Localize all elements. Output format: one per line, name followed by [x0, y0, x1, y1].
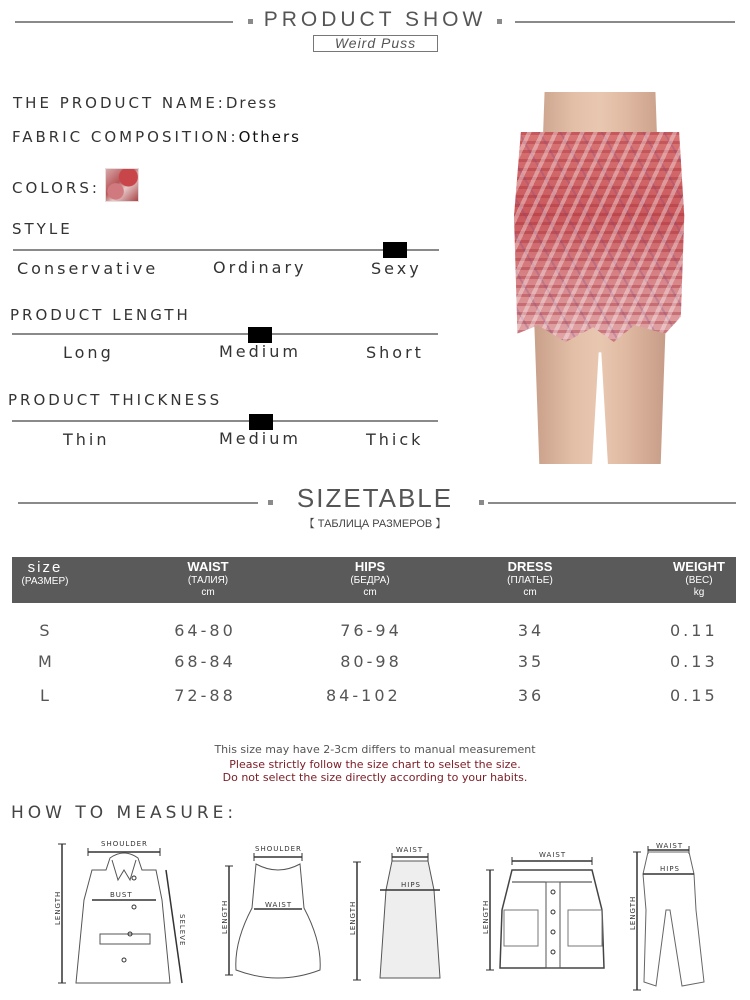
cell-size: M — [38, 652, 55, 671]
sizetable-title: SIZETABLE — [296, 483, 454, 513]
svg-text:LENGTH: LENGTH — [629, 895, 637, 930]
length-scale-track — [12, 333, 438, 335]
col-size: size (РАЗМЕР) — [21, 559, 69, 587]
table-row — [0, 621, 750, 643]
sizetable-subtitle: 【 ТАБЛИЦА РАЗМЕРОВ 】 — [303, 518, 447, 530]
size-table-header — [12, 557, 736, 603]
cell-dress: 34 — [517, 621, 545, 640]
dress-diagram-icon — [221, 845, 320, 978]
fabric-composition — [12, 128, 301, 146]
svg-text:HIPS: HIPS — [660, 865, 680, 873]
cell-hips: 80-98 — [340, 652, 402, 671]
svg-text:BUST: BUST — [110, 891, 133, 899]
brand-label: Weird Puss — [313, 35, 438, 52]
style-scale-track — [13, 249, 439, 251]
tassel-mini-skirt — [514, 132, 686, 342]
thickness-option-thick: Thick — [366, 430, 424, 449]
color-swatch[interactable] — [105, 168, 139, 202]
measure-diagrams — [0, 830, 750, 1000]
svg-text:WAIST: WAIST — [396, 846, 424, 854]
header-rule-right — [515, 21, 735, 23]
cell-waist: 68-84 — [174, 652, 236, 671]
cell-waist: 64-80 — [174, 621, 236, 640]
col-hips: HIPS (БЕДРА) cm — [350, 559, 390, 598]
svg-text:WAIST: WAIST — [656, 842, 684, 850]
product-name-label: THE PRODUCT NAME: — [13, 94, 226, 112]
cell-weight: 0.15 — [670, 686, 718, 705]
length-scale-marker — [248, 327, 272, 343]
col-dress: DRESS (ПЛАТЬЕ) cm — [507, 559, 553, 598]
page-title: PRODUCT SHOW — [263, 8, 487, 31]
col-waist: WAIST (ТАЛИЯ) cm — [187, 559, 229, 598]
scale-title-thickness: PRODUCT THICKNESS — [8, 391, 223, 409]
style-option-conservative: Conservative — [17, 259, 159, 278]
product-photo — [512, 92, 688, 464]
style-option-sexy: Sexy — [371, 259, 422, 278]
cell-weight: 0.11 — [670, 621, 718, 640]
sizetable-rule-right — [488, 502, 736, 504]
pencil-skirt-diagram-icon — [349, 846, 440, 980]
cell-size: L — [40, 686, 52, 705]
header-dot-right — [497, 19, 502, 24]
col-weight: WEIGHT (ВЕС) kg — [673, 559, 725, 598]
table-row — [0, 652, 750, 674]
mini-skirt-diagram-icon — [482, 851, 604, 970]
size-warning-2: Do not select the size directly according to your habits. — [222, 771, 528, 784]
svg-text:SHOULDER: SHOULDER — [255, 845, 302, 853]
thickness-scale-marker — [249, 414, 273, 430]
style-option-ordinary: Ordinary — [213, 258, 307, 277]
thickness-option-thin: Thin — [63, 430, 110, 449]
fabric-label: FABRIC COMPOSITION: — [12, 128, 239, 146]
fabric-value: Others — [238, 128, 301, 146]
svg-text:SELEVE: SELEVE — [178, 914, 186, 947]
cell-hips: 84-102 — [326, 686, 401, 705]
colors-label: COLORS: — [12, 179, 100, 197]
svg-text:LENGTH: LENGTH — [482, 899, 490, 934]
scale-title-length: PRODUCT LENGTH — [10, 306, 191, 324]
flared-pants-diagram-icon — [629, 842, 704, 990]
length-option-short: Short — [366, 343, 424, 362]
product-name-value: Dress — [225, 94, 279, 112]
cell-dress: 36 — [517, 686, 545, 705]
product-name — [13, 94, 278, 112]
svg-text:LENGTH: LENGTH — [221, 899, 229, 934]
thickness-option-medium: Medium — [219, 429, 301, 448]
table-row — [0, 686, 750, 708]
svg-text:WAIST: WAIST — [265, 901, 293, 909]
cell-waist: 72-88 — [174, 686, 236, 705]
cell-weight: 0.13 — [670, 652, 718, 671]
svg-text:LENGTH: LENGTH — [349, 900, 357, 935]
size-warning-1: Please strictly follow the size chart to selset the size. — [229, 758, 521, 771]
cell-hips: 76-94 — [340, 621, 402, 640]
svg-text:LENGTH: LENGTH — [54, 890, 62, 925]
measurement-note: This size may have 2-3cm differs to manual measurement — [214, 743, 536, 756]
length-option-medium: Medium — [219, 342, 301, 361]
thickness-scale-track — [12, 420, 438, 422]
how-to-measure-title: HOW TO MEASURE: — [11, 803, 238, 823]
length-option-long: Long — [63, 343, 114, 362]
jacket-diagram-icon — [54, 840, 186, 983]
sizetable-dot-right — [479, 500, 484, 505]
svg-text:SHOULDER: SHOULDER — [101, 840, 148, 848]
cell-size: S — [39, 621, 53, 640]
svg-text:HIPS: HIPS — [401, 881, 421, 889]
cell-dress: 35 — [517, 652, 545, 671]
svg-text:WAIST: WAIST — [539, 851, 567, 859]
style-scale-marker — [383, 242, 407, 258]
scale-title-style: STYLE — [12, 220, 73, 238]
